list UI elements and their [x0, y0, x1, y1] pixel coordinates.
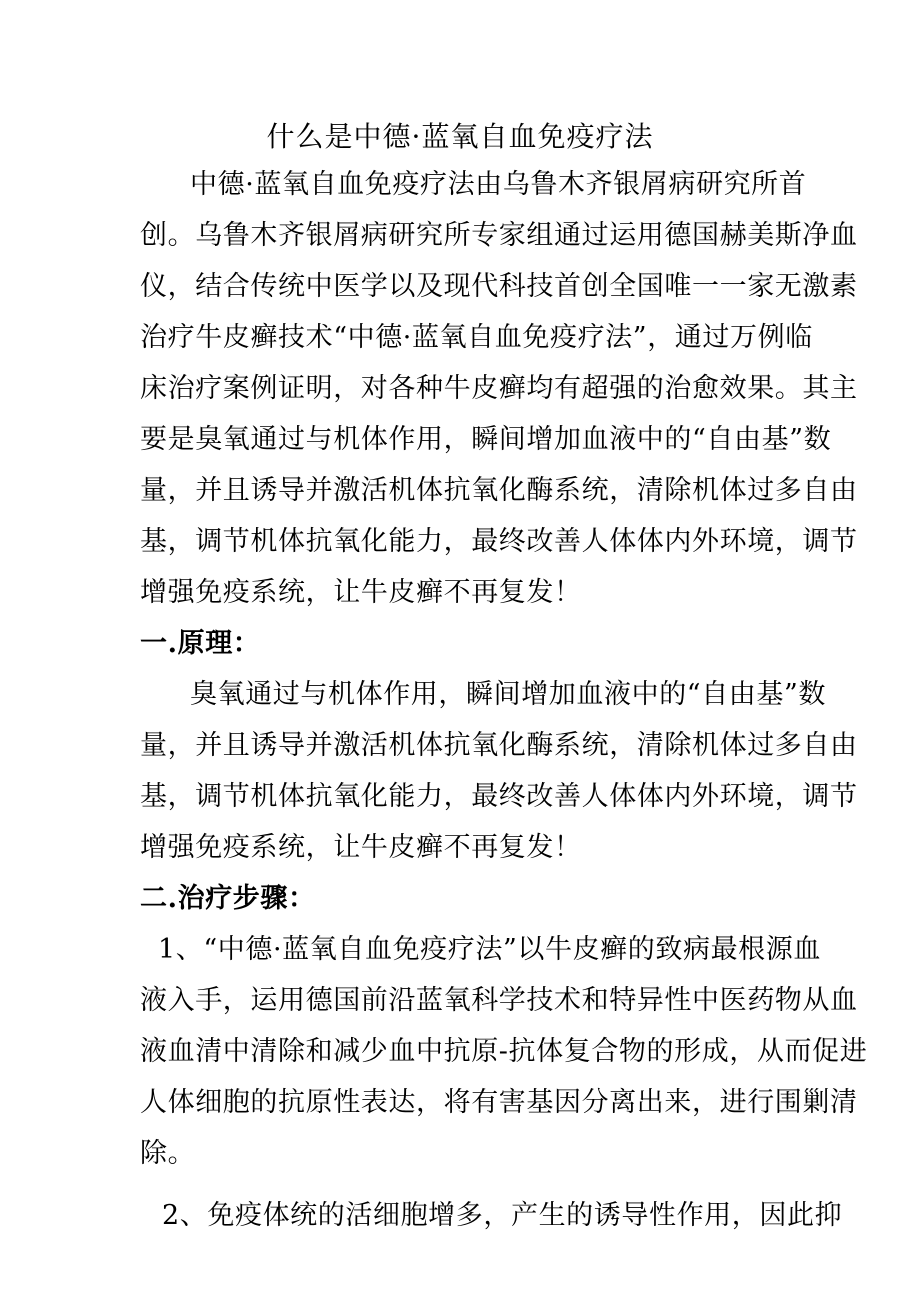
intro-line-9: 增强免疫系统，让牛皮癣不再复发！ — [140, 577, 582, 608]
principle-line-1: 臭氧通过与机体作用，瞬间增加血液中的“自由基”数 — [190, 679, 827, 710]
step1-line-3: 液血清中清除和减少血中抗原-抗体复合物的形成，从而促进 — [140, 1036, 868, 1067]
section-heading-principle: 一.原理： — [140, 628, 261, 659]
intro-line-4: 治疗牛皮癣技术“中德·蓝氧自血免疫疗法”，通过万例临 — [140, 322, 813, 353]
principle-line-2: 量，并且诱导并激活机体抗氧化酶系统，清除机体过多自由 — [140, 730, 858, 761]
principle-line-4: 增强免疫系统，让牛皮癣不再复发！ — [140, 832, 582, 863]
intro-line-6: 要是臭氧通过与机体作用，瞬间增加血液中的“自由基”数 — [140, 424, 832, 455]
intro-line-2: 创。乌鲁木齐银屑病研究所专家组通过运用德国赫美斯净血 — [140, 220, 858, 251]
intro-line-5: 床治疗案例证明，对各种牛皮癣均有超强的治愈效果。其主 — [140, 373, 858, 404]
step1-line-2: 液入手，运用德国前沿蓝氧科学技术和特异性中医药物从血 — [140, 985, 858, 1016]
intro-line-1: 中德·蓝氧自血免疫疗法由乌鲁木齐银屑病研究所首 — [190, 169, 807, 200]
step2-line-1: 2、免疫体统的活细胞增多，产生的诱导性作用，因此抑 — [162, 1200, 843, 1231]
page-title: 什么是中德·蓝氧自血免疫疗法 — [266, 120, 654, 153]
intro-line-7: 量，并且诱导并激活机体抗氧化酶系统，清除机体过多自由 — [140, 475, 858, 506]
intro-line-8: 基，调节机体抗氧化能力，最终改善人体体内外环境，调节 — [140, 526, 858, 557]
intro-line-3: 仪，结合传统中医学以及现代科技首创全国唯一一家无激素 — [140, 271, 858, 302]
principle-line-3: 基，调节机体抗氧化能力，最终改善人体体内外环境，调节 — [140, 781, 858, 812]
step1-line-1: 1、“中德·蓝氧自血免疫疗法”以牛皮癣的致病最根源血 — [158, 934, 821, 965]
step1-line-4: 人体细胞的抗原性表达，将有害基因分离出来，进行围剿清 — [140, 1087, 858, 1118]
step1-line-5: 除。 — [140, 1138, 196, 1169]
section-heading-steps: 二.治疗步骤： — [140, 883, 316, 914]
